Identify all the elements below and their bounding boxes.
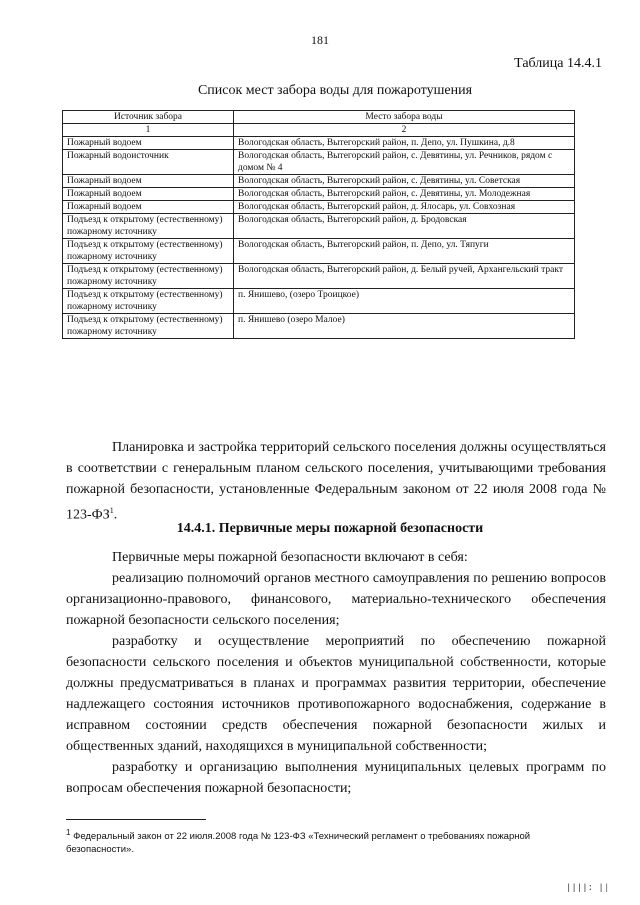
table-row (63, 214, 575, 239)
footnote-marker: 1 (109, 506, 114, 515)
planning-paragraph: Планировка и застройка территорий сельского поселения должны осуществляться в соответствии с генеральным планом сельского поселения, учитывающими требования пожарной безопасности, установленные Федеральным законом от 22 июля 2008 года № $123-ФЗ^1$. (66, 440, 606, 523)
table-header-row (63, 111, 575, 124)
table-row (63, 175, 575, 188)
source-cell: Пожарный водоем (63, 175, 234, 188)
footnote-text: Федеральный закон от 22 июля.2008 года № 123-ФЗ «Технический регламент о требованиях пожарной безопасности». (66, 831, 531, 856)
source-cell: Пожарный водоем (63, 201, 234, 214)
location-cell: Вологодская область, Вытегорский район, п. Депо, ул. Тяпуги (234, 239, 575, 264)
paragraph: разработку и организацию выполнения муниципальных целевых программ по вопросам обеспечения пожарной безопасности; (66, 760, 606, 796)
source-cell: Подъезд к открытому (естественному) пожарному источнику (63, 314, 234, 339)
source-cell: Подъезд к открытому (естественному) пожарному источнику (63, 264, 234, 289)
header-source: Источник забора (63, 111, 234, 124)
location-cell: Вологодская область, Вытегорский район, с. Девятины, ул. Речников, рядом с домом № 4 (234, 150, 575, 175)
source-cell: Пожарный водоисточник (63, 150, 234, 175)
table-row (63, 239, 575, 264)
scan-mark: ||||: | (566, 883, 604, 893)
location-cell: Вологодская область, Вытегорский район, с. Девятины, ул. Молодежная (234, 188, 575, 201)
planning-paragraph-text: Планировка и застройка территорий сельского поселения должны осуществляться в соответствии с генеральным планом сельского поселения, учитывающими требования пожарной безопасности, установленные Федеральным законом от 22 июля 2008 года № 123-ФЗ (66, 440, 606, 523)
table-column-numbers-row (63, 124, 575, 137)
footnote (66, 826, 586, 856)
table-row (63, 188, 575, 201)
planning-paragraph-block (66, 437, 606, 526)
source-cell: Подъезд к открытому (естественному) пожарному источнику (63, 214, 234, 239)
location-cell: Вологодская область, Вытегорский район, с. Девятины, ул. Советская (234, 175, 575, 188)
table-row (63, 150, 575, 175)
measures-paragraphs (66, 547, 606, 799)
location-cell: п. Янишево (озеро Малое) (234, 314, 575, 339)
table-title: Список мест забора воды для пожаротушения (197, 83, 473, 98)
column-number: 1 (63, 124, 234, 137)
footnote-number: 1 (66, 828, 71, 837)
table-row (63, 137, 575, 150)
location-cell: Вологодская область, Вытегорский район, п. Депо, ул. Пушкина, д.8 (234, 137, 575, 150)
source-cell: Пожарный водоем (63, 188, 234, 201)
scan-mark: | (604, 883, 610, 893)
paragraph: Первичные меры пожарной безопасности включают в себя: (112, 550, 468, 565)
column-number: 2 (234, 124, 575, 137)
source-cell: Подъезд к открытому (естественному) пожарному источнику (63, 239, 234, 264)
location-cell: Вологодская область, Вытегорский район, д. Ялосарь, ул. Совхозная (234, 201, 575, 214)
location-cell: п. Янишево, (озеро Троицкое) (234, 289, 575, 314)
paragraph: реализацию полномочий органов местного самоуправления по решению вопросов организационно-правового, финансового, материально-технического обеспечения пожарной безопасности сельского поселения; (66, 571, 606, 628)
footnote-divider (66, 819, 206, 820)
header-location: Место забора воды (234, 111, 575, 124)
paragraph: разработку и осуществление мероприятий по обеспечению пожарной безопасности сельского поселения и объектов муниципальной собственности, которые должны предусматриваться в планах и программах развития территории, обеспечение надлежащего состояния источников противопожарного водоснабжения, содержание в исправном состоянии средств обеспечения пожарной безопасности жилых и общественных зданий, находящихся в муниципальной собственности; (66, 634, 606, 754)
table-body (63, 137, 575, 339)
page-number: 181 (311, 33, 329, 47)
source-cell: Пожарный водоем (63, 137, 234, 150)
table-row (63, 201, 575, 214)
section-heading: 14.4.1. Первичные меры пожарной безопасности (176, 521, 484, 536)
source-cell: Подъезд к открытому (естественному) пожарному источнику (63, 289, 234, 314)
table-row (63, 264, 575, 289)
table-row (63, 314, 575, 339)
table-caption: Таблица 14.4.1 (514, 56, 602, 71)
location-cell: Вологодская область, Вытегорский район, д. Белый ручей, Архангельский тракт (234, 264, 575, 289)
table-row (63, 289, 575, 314)
location-cell: Вологодская область, Вытегорский район, д. Бродовская (234, 214, 575, 239)
water-sources-table (62, 110, 575, 339)
